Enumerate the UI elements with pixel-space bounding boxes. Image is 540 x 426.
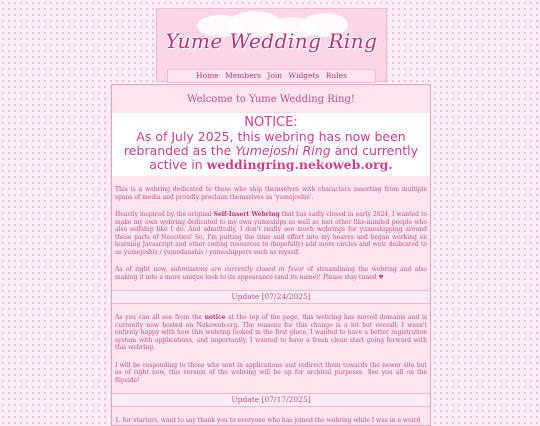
update1-text-1: As you can all see from the (115, 314, 205, 321)
self-insert-webring-link[interactable]: Self-Insert Webring (213, 211, 280, 218)
site-header (156, 8, 387, 82)
nav-item-members[interactable]: Members (225, 71, 261, 80)
inspiration-paragraph (112, 211, 430, 256)
update1-paragraph (112, 314, 430, 352)
update2-paragraph: 1. for starters, want to say thank you to everyone who has joined the webring while I was in a weird (115, 417, 421, 424)
notice-box (112, 113, 430, 176)
main-nav (167, 69, 376, 83)
inspiration-text-2: that has sadly closed in early 2024, I wanted to make my own webring dedicated to my own yumeships as well as met other like-minded people who also selfship like I do. And admittedly, I don't really see much webrings for yumeshipping around these parts of Neocities! So, I'm putting the time and effort into my heaves and began working on learning Javascript and other coding resources to (hopefully) add more circles and welc dedicated to us yumejoshis / yumedanshis / yumeshippers such as myself. (115, 211, 427, 256)
inspiration-text-1: Heavily inspired by the original (115, 211, 214, 218)
notice-link[interactable]: notice (204, 314, 226, 321)
intro-paragraph: This is a webring dedicated to those who ship themselves with characters assorting from multiple spans of media and proudly proclaim themselves as 'yumejoshis'. (115, 186, 427, 201)
submissions-paragraph (112, 266, 430, 281)
site-logo[interactable]: Yume Wedding Ring (165, 29, 378, 53)
notice-text-2: and currently active in (149, 143, 419, 172)
welcome-heading: Welcome to Yume Wedding Ring! (187, 94, 355, 105)
nav-item-widgets[interactable]: Widgets (288, 71, 320, 80)
notice-title: NOTICE: (244, 115, 298, 130)
notice-ring-name: Yumejoshi Ring (235, 143, 331, 158)
update1-text-2: at the top of the page, this webring has moved domains and is currently now hosted on Nekoweb.org. The reasons for this change is a lot but overall: I wasn't entirely happy with how this webring looked in the first place, I wanted to have a better registration system with applications, and importantly, I wanted to have a fresh clean start going forward with this webring. (115, 314, 428, 351)
update-header-2: Update [07/17/2025] (112, 393, 430, 407)
submissions-text-1: As of right now, (115, 266, 171, 273)
submissions-closed-text: submissions are currently closed in favor (170, 266, 304, 273)
notice-text-1: As of July 2025, this webring has now been rebranded as the (123, 129, 406, 158)
nav-item-join[interactable]: Join (267, 71, 283, 80)
nav-item-rules[interactable]: Rules (325, 71, 347, 80)
nav-item-home[interactable]: Home (196, 71, 219, 80)
content-panel (111, 84, 431, 426)
notice-url-link[interactable]: weddingring.nekoweb.org. (206, 157, 393, 172)
applications-paragraph: I will be responding to those who sent in applications and redirect them towards the newer site but as of right now, this version of the webring will be up for archival purposes. See you all on the flipside! (115, 361, 427, 384)
submissions-text-2: of streamlining the webring and also making it into a more unique look to its appearance (and its name)! Please stay tuned ♥ (115, 266, 428, 281)
update-header-1: Update [07/24/2025] (112, 290, 430, 304)
